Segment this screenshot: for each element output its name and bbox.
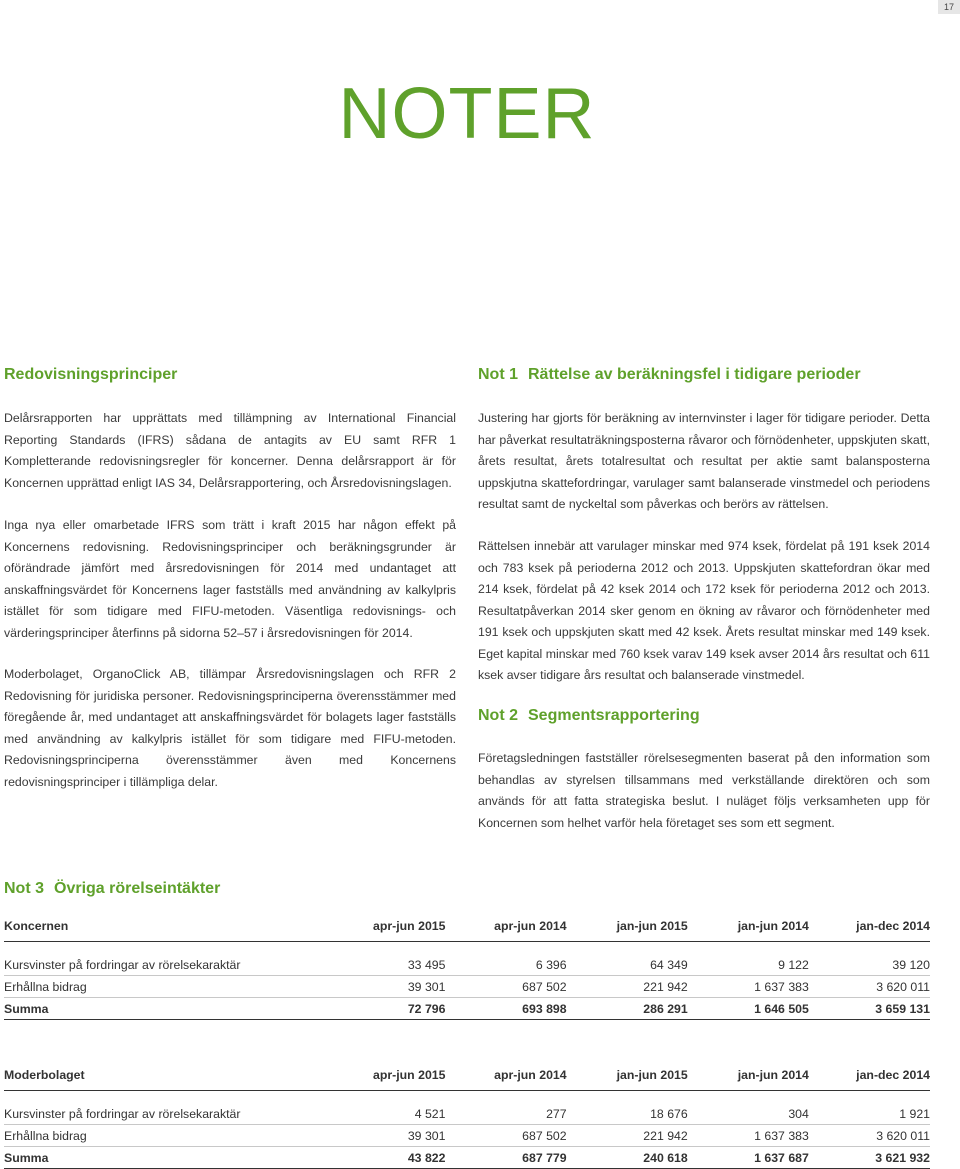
- not2-number: Not 2: [478, 707, 518, 724]
- cell: 39 120: [809, 954, 930, 976]
- table-header-row: [4, 911, 930, 942]
- column-header: jan-jun 2014: [688, 1060, 809, 1091]
- cell: 3 620 011: [809, 976, 930, 998]
- not3-number: Not 3: [4, 880, 44, 897]
- table-row: [4, 1125, 930, 1147]
- table-row: [4, 954, 930, 976]
- column-header: apr-jun 2015: [324, 911, 445, 942]
- cell: 18 676: [567, 1103, 688, 1125]
- cell: 33 495: [324, 954, 445, 976]
- cell: 221 942: [567, 976, 688, 998]
- column-header: jan-jun 2014: [688, 911, 809, 942]
- left-paragraph-2: Inga nya eller omarbetade IFRS som trätt i kraft 2015 har någon effekt på Koncernens redovisning. Redovisningsprinciper och beräkningsgrunder är oförändrade jämfört med årsredovisningen för 2014 med undantaget att anskaffningsvärdet för Koncernens lager fastställs med användning av kalkylpris istället för som tidigare med FIFU-metoden. Väsentliga redovisnings- och värderingsprinciper återfinns på sidorna 52–57 i årsredovisningen för 2014.: [4, 518, 456, 640]
- moderbolaget-table: [4, 1060, 930, 1169]
- cell: 39 301: [324, 976, 445, 998]
- cell: 6 396: [445, 954, 566, 976]
- row-label: Kursvinster på fordringar av rörelsekaraktär: [4, 954, 324, 976]
- not2-title: Segmentsrapportering: [528, 707, 700, 724]
- column-header: jan-dec 2014: [809, 911, 930, 942]
- not1-number: Not 1: [478, 366, 518, 383]
- row-label: Erhållna bidrag: [4, 1125, 324, 1147]
- cell: 39 301: [324, 1125, 445, 1147]
- koncernen-table: [4, 911, 930, 1020]
- column-header: apr-jun 2014: [445, 911, 566, 942]
- cell: 3 620 011: [809, 1125, 930, 1147]
- not2-heading: [478, 707, 700, 725]
- table-row: [4, 976, 930, 998]
- column-header: jan-jun 2015: [567, 1060, 688, 1091]
- not2-paragraph-1: Företagsledningen fastställer rörelsesegmenten baserat på den information som behandlas av styrelsen tillsammans med verkställande direktören och som används för att fatta strategiska beslut. I nuläget följs verksamheten upp för Koncernen som helhet varför hela företaget ses som ett segment.: [478, 751, 930, 830]
- not1-title: Rättelse av beräkningsfel i tidigare perioder: [528, 366, 861, 383]
- cell: 277: [445, 1103, 566, 1125]
- left-paragraph-3: Moderbolaget, OrganoClick AB, tillämpar Årsredovisningslagen och RFR 2 Redovisning för juridiska personer. Redovisningsprinciperna överensstämmer med föregående år, med undantaget att anskaffningsvärdet för bolagets lager fastställs med användning av kalkylpris istället för som tidigare med FIFU-metoden. Redovisningsprinciperna överensstämmer även med Koncernens redovisningsprinciper i tillämpliga delar.: [4, 667, 456, 789]
- koncernen-label: Koncernen: [4, 911, 324, 942]
- redovisningsprinciper-heading: Redovisningsprinciper: [4, 366, 178, 383]
- column-header: apr-jun 2015: [324, 1060, 445, 1091]
- page-number: 17: [938, 0, 960, 14]
- not3-heading: [4, 880, 220, 898]
- cell: 687 502: [445, 976, 566, 998]
- cell: 1 921: [809, 1103, 930, 1125]
- row-label: Erhållna bidrag: [4, 976, 324, 998]
- column-header: jan-jun 2015: [567, 911, 688, 942]
- cell: 1 646 505: [688, 998, 809, 1020]
- column-header: apr-jun 2014: [445, 1060, 566, 1091]
- cell: 3 659 131: [809, 998, 930, 1020]
- cell: 4 521: [324, 1103, 445, 1125]
- column-header: jan-dec 2014: [809, 1060, 930, 1091]
- cell: 72 796: [324, 998, 445, 1020]
- cell: 693 898: [445, 998, 566, 1020]
- cell: 240 618: [567, 1147, 688, 1169]
- sum-row: [4, 1147, 930, 1169]
- sum-row: [4, 998, 930, 1020]
- cell: 3 621 932: [809, 1147, 930, 1169]
- cell: 1 637 383: [688, 976, 809, 998]
- not1-paragraph-2: Rättelsen innebär att varulager minskar med 974 ksek, fördelat på 191 ksek 2014 och 783 ksek på perioderna 2012 och 2013. Uppskjuten skattefordran ökar med 214 ksek, fördelat på 42 ksek 2014 och 172 ksek för perioderna 2012 och 2013. Resultatpåverkan 2014 sker genom en ökning av råvaror och förnödenheter med 191 ksek och uppskjuten skatt med 42 ksek. Årets resultat minskar med 149 ksek. Eget kapital minskar med 760 ksek varav 149 ksek avser 2014 års resultat och 611 ksek avser tidigare års resultat och balanserade vinstmedel.: [478, 539, 930, 682]
- cell: 64 349: [567, 954, 688, 976]
- cell: 304: [688, 1103, 809, 1125]
- not3-title: Övriga rörelseintäkter: [54, 880, 221, 897]
- not1-paragraph-1: Justering har gjorts för beräkning av internvinster i lager för tidigare perioder. Detta har påverkat resultaträkningsposterna råvaror och förnödenheter, uppskjuten skatt, årets resultat, årets totalresultat och resultat per aktie samt balansposterna uppskjutna skattefordringar, varulager samt balanserade vinstmedel och periodens resultat samt de nyckeltal som påverkas och berörs av rättelsen.: [478, 411, 930, 511]
- sum-label: Summa: [4, 998, 324, 1020]
- cell: 43 822: [324, 1147, 445, 1169]
- cell: 1 637 383: [688, 1125, 809, 1147]
- cell: 9 122: [688, 954, 809, 976]
- row-label: Kursvinster på fordringar av rörelsekaraktär: [4, 1103, 324, 1125]
- table-row: [4, 1103, 930, 1125]
- sum-label: Summa: [4, 1147, 324, 1169]
- table-header-row: [4, 1060, 930, 1091]
- left-paragraph-1: Delårsrapporten har upprättats med tillämpning av International Financial Reporting Standards (IFRS) sådana de antagits av EU samt RFR 1 Kompletterande redovisningsregler för koncerner. Denna delårsrapport är för Koncernen upprättad enligt IAS 34, Delårsrapportering, och Årsredovisningslagen.: [4, 411, 456, 490]
- cell: 687 502: [445, 1125, 566, 1147]
- moderbolaget-label: Moderbolaget: [4, 1060, 324, 1091]
- cell: 1 637 687: [688, 1147, 809, 1169]
- cell: 286 291: [567, 998, 688, 1020]
- cell: 221 942: [567, 1125, 688, 1147]
- cell: 687 779: [445, 1147, 566, 1169]
- page-title: NOTER: [338, 74, 596, 154]
- not1-heading: [478, 366, 861, 384]
